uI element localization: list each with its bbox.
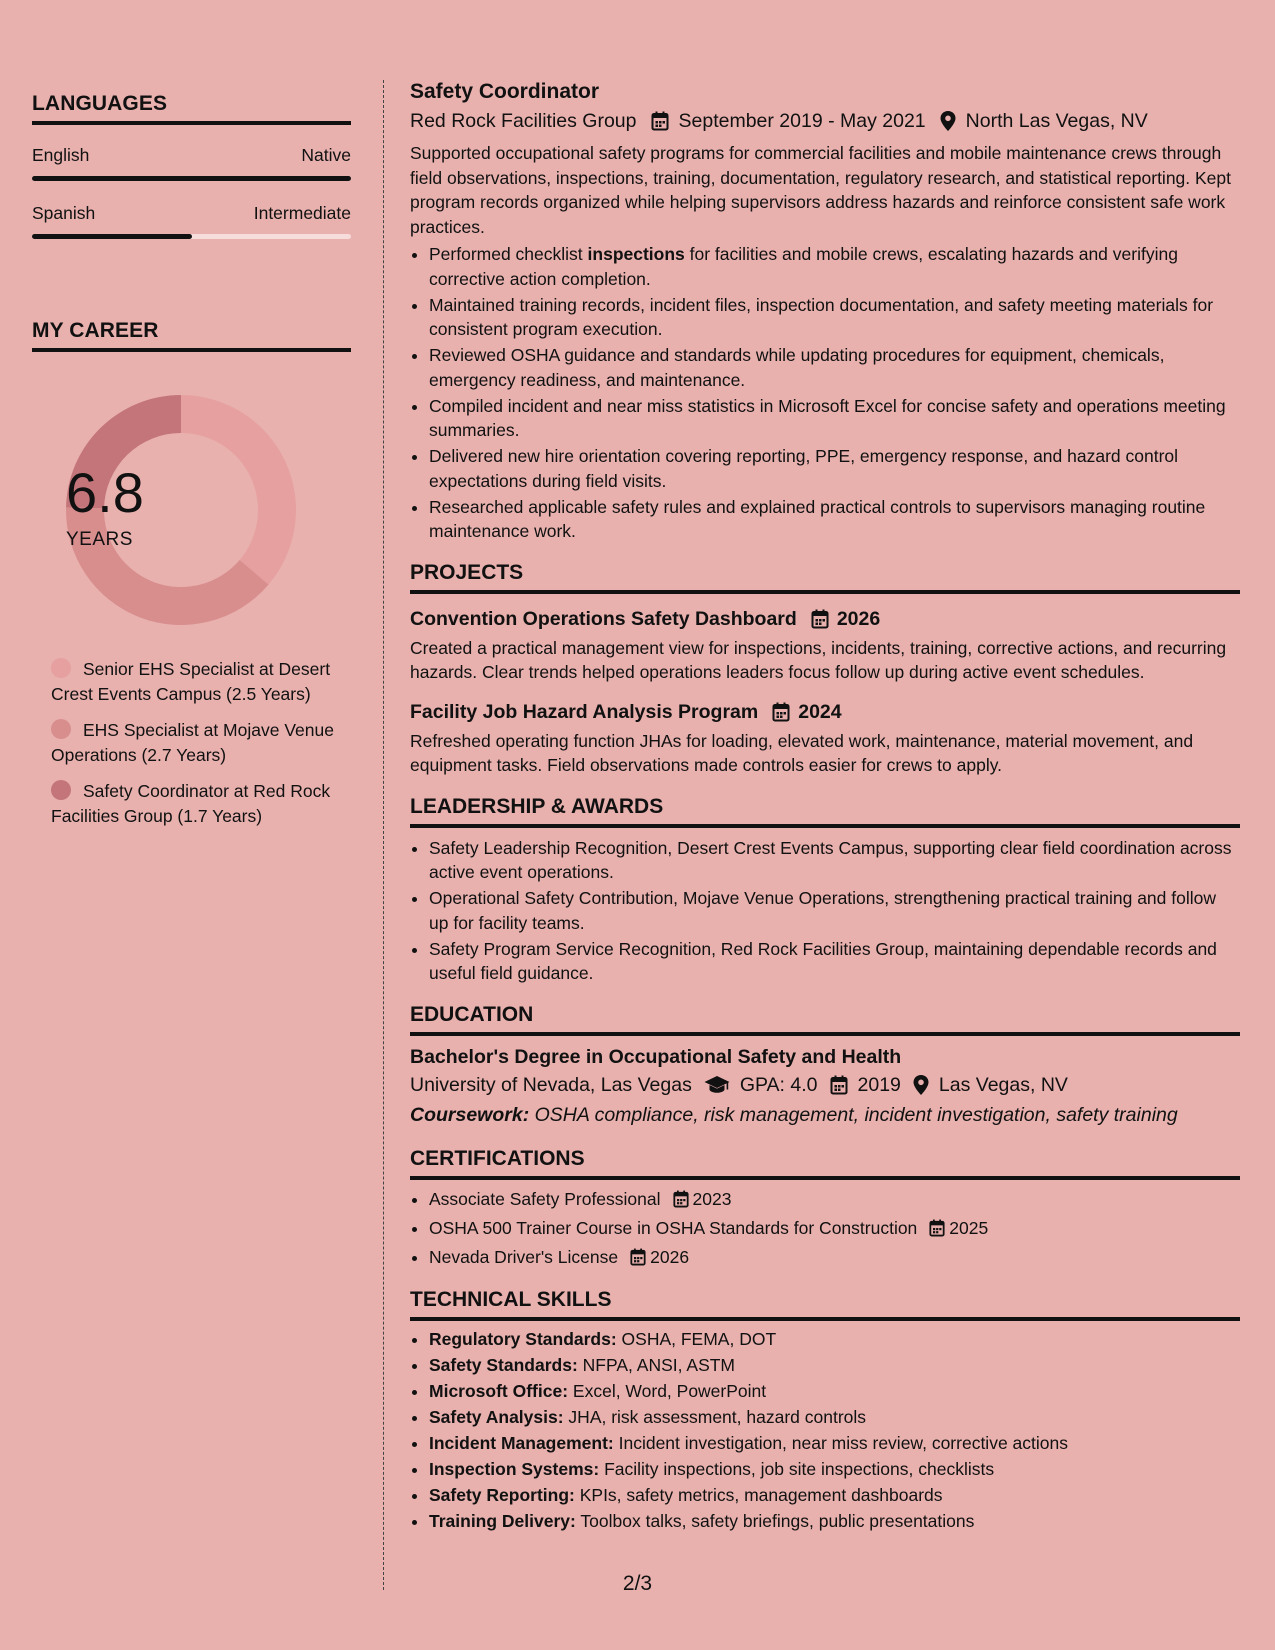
job-title: Safety Coordinator <box>410 80 600 103</box>
right-column <box>410 78 1240 1535</box>
education-heading: EDUCATION <box>410 1002 1240 1036</box>
skill-label: Microsoft Office: <box>429 1381 569 1401</box>
bullet-text: Performed checklist <box>429 244 588 264</box>
skill-value: Incident investigation, near miss review, corrective actions <box>613 1433 1068 1453</box>
skill-label: Safety Analysis: <box>429 1407 564 1427</box>
certification-name: • Nevada Driver's License <box>429 1246 619 1267</box>
certification-year: 2023 <box>692 1188 732 1209</box>
skill-value: NFPA, ANSI, ASTM <box>577 1355 736 1375</box>
career-section <box>32 319 351 828</box>
projects-section <box>410 560 1240 778</box>
skill-item <box>429 1431 1240 1456</box>
language-level: Intermediate <box>253 203 351 223</box>
skill-value: OSHA, FEMA, DOT <box>616 1329 777 1349</box>
project-item <box>410 606 1240 685</box>
leadership-item: • Safety Leadership Recognition, Desert Crest Events Campus, supporting clear field coordination across active event operations. <box>429 836 1240 885</box>
skill-item <box>429 1327 1240 1352</box>
calendar-icon <box>772 702 790 722</box>
leadership-list <box>410 836 1240 986</box>
legend-item <box>51 657 341 706</box>
legend-label: Senior EHS Specialist at Desert Crest Events Campus (2.5 Years) <box>51 659 331 704</box>
language-name: Spanish <box>32 203 96 223</box>
project-year: 2024 <box>798 700 842 723</box>
skill-item <box>429 1483 1240 1508</box>
job-summary: Supported occupational safety programs for commercial facilities and mobile maintenance crews through field observations, inspections, training, documentation, regulatory research, and statistical reporting. Kept program records organized while helping supervisors address hazards and reinforce consistent safe work practices. <box>410 143 1232 237</box>
education-section <box>410 1002 1240 1130</box>
legend-dot <box>51 719 71 739</box>
career-donut-chart <box>66 395 296 625</box>
skill-item <box>429 1379 1240 1404</box>
bullet-text: for facilities and mobile crews, escalating hazards and verifying corrective action completion. <box>429 244 1178 289</box>
education-coursework <box>410 1100 1240 1130</box>
skills-heading: TECHNICAL SKILLS <box>410 1287 1240 1321</box>
calendar-icon <box>673 1190 689 1208</box>
job-bullet: • Delivered new hire orientation covering reporting, PPE, emergency response, and hazard control expectations during field visits. <box>429 444 1240 493</box>
projects-heading: PROJECTS <box>410 560 1240 594</box>
calendar-icon <box>651 111 669 131</box>
certification-name: • OSHA 500 Trainer Course in OSHA Standards for Construction <box>429 1217 918 1238</box>
skill-item <box>429 1353 1240 1378</box>
calendar-icon <box>630 1248 646 1266</box>
education-gpa: GPA: 4.0 <box>739 1073 818 1096</box>
graduation-cap-icon <box>704 1075 730 1095</box>
job-entry <box>410 78 1240 544</box>
certification-item <box>429 1215 1240 1243</box>
skill-label: Safety Reporting: <box>429 1485 575 1505</box>
job-bullet: • Reviewed OSHA guidance and standards while updating procedures for equipment, chemicals, emergency readiness, and maintenance. <box>429 343 1240 392</box>
certification-item <box>429 1186 1240 1214</box>
career-legend <box>51 657 341 828</box>
legend-label: Safety Coordinator at Red Rock Facilities Group (1.7 Years) <box>51 781 331 826</box>
certifications-list <box>410 1186 1240 1272</box>
job-company: Red Rock Facilities Group <box>410 110 637 132</box>
language-name: English <box>32 145 90 165</box>
coursework-label: Coursework: <box>410 1103 530 1126</box>
job-dates: September 2019 - May 2021 <box>678 110 926 132</box>
language-bar-fill <box>32 234 192 239</box>
job-meta <box>410 106 1240 136</box>
legend-dot <box>51 658 71 678</box>
career-total-value: 6.8 <box>66 461 144 524</box>
left-column <box>32 92 351 840</box>
project-year: 2026 <box>836 607 881 630</box>
leadership-heading: LEADERSHIP & AWARDS <box>410 794 1240 828</box>
job-bullet: • Compiled incident and near miss statistics in Microsoft Excel for concise safety and operations meeting summaries. <box>429 394 1240 443</box>
legend-dot <box>51 780 71 800</box>
skill-value: Excel, Word, PowerPoint <box>568 1381 767 1401</box>
language-bar <box>32 176 351 181</box>
legend-item <box>51 718 341 767</box>
calendar-icon <box>830 1075 848 1095</box>
project-text: Refreshed operating function JHAs for loading, elevated work, maintenance, material movement, and equipment tasks. Field observations made controls easier for crews to apply. <box>410 730 1194 775</box>
certification-year: 2025 <box>949 1217 989 1238</box>
coursework-text: OSHA compliance, risk management, incident investigation, safety training <box>529 1103 1178 1126</box>
education-school: University of Nevada, Las Vegas <box>410 1073 692 1096</box>
project-title: Facility Job Hazard Analysis Program <box>410 700 759 723</box>
certifications-heading: CERTIFICATIONS <box>410 1146 1240 1180</box>
language-level: Native <box>301 145 351 165</box>
certification-item <box>429 1244 1240 1272</box>
job-location: North Las Vegas, NV <box>965 110 1148 132</box>
skill-label: Regulatory Standards: <box>429 1329 617 1349</box>
location-pin-icon <box>913 1075 929 1095</box>
legend-label: EHS Specialist at Mojave Venue Operations (2.7 Years) <box>51 720 334 765</box>
skill-value: Toolbox talks, safety briefings, public presentations <box>575 1511 975 1531</box>
calendar-icon <box>811 609 829 629</box>
skill-item <box>429 1509 1240 1534</box>
language-bar-fill <box>32 176 351 181</box>
project-title: Convention Operations Safety Dashboard <box>410 607 797 630</box>
education-location: Las Vegas, NV <box>938 1073 1068 1096</box>
education-meta <box>410 1070 1240 1100</box>
skill-label: Safety Standards: <box>429 1355 578 1375</box>
job-bullets <box>410 242 1240 544</box>
leadership-item: • Operational Safety Contribution, Mojave Venue Operations, strengthening practical training and follow up for facility teams. <box>429 886 1240 935</box>
skills-section <box>410 1287 1240 1534</box>
skill-item <box>429 1457 1240 1482</box>
skill-value: JHA, risk assessment, hazard controls <box>563 1407 867 1427</box>
donut-segment-2 <box>66 507 269 625</box>
certifications-section <box>410 1146 1240 1272</box>
skill-label: Inspection Systems: <box>429 1459 600 1479</box>
skill-label: Incident Management: <box>429 1433 614 1453</box>
job-bullet: • Researched applicable safety rules and explained practical controls to supervisors managing routine maintenance work. <box>429 495 1240 544</box>
skill-value: Facility inspections, job site inspections, checklists <box>599 1459 995 1479</box>
location-pin-icon <box>940 111 956 131</box>
leadership-section <box>410 794 1240 986</box>
leadership-item: • Safety Program Service Recognition, Red Rock Facilities Group, maintaining dependable records and useful field guidance. <box>429 937 1240 986</box>
project-text: Created a practical management view for inspections, incidents, training, corrective actions, and recurring hazards. Clear trends helped operations leaders focus follow up during active event schedules. <box>410 637 1227 682</box>
languages-heading: LANGUAGES <box>32 92 351 125</box>
legend-item <box>51 779 341 828</box>
language-bar <box>32 234 351 239</box>
job-bullet: • Maintained training records, incident files, inspection documentation, and safety meeting materials for consistent program execution. <box>429 293 1240 342</box>
calendar-icon <box>929 1219 945 1237</box>
certification-year: 2026 <box>650 1246 690 1267</box>
career-heading: MY CAREER <box>32 319 351 352</box>
career-total-unit: YEARS <box>66 529 133 550</box>
language-spanish <box>32 203 351 239</box>
column-divider <box>383 80 384 1590</box>
skill-label: Training Delivery: <box>429 1511 576 1531</box>
education-degree: Bachelor's Degree in Occupational Safety and Health <box>410 1045 902 1068</box>
page-number: 2/3 <box>622 1572 653 1595</box>
skill-item <box>429 1405 1240 1430</box>
job-bullet <box>429 242 1240 291</box>
education-year: 2019 <box>857 1073 901 1096</box>
bullet-bold-text: inspections <box>587 244 685 264</box>
language-english <box>32 145 351 181</box>
skill-value: KPIs, safety metrics, management dashboards <box>574 1485 943 1505</box>
project-item <box>410 699 1240 778</box>
certification-name: • Associate Safety Professional <box>429 1188 661 1209</box>
skills-list <box>410 1327 1240 1534</box>
